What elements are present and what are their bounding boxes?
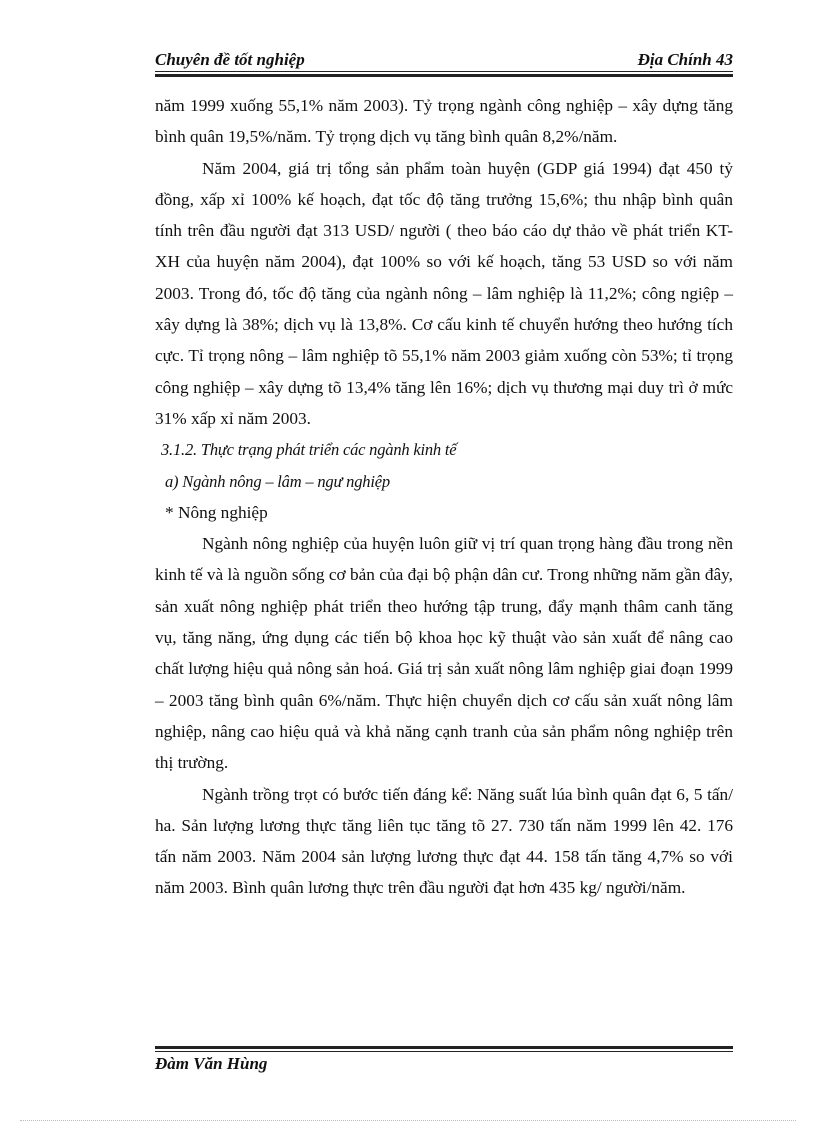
section-heading: 3.1.2. Thực trạng phát triển các ngành kinh tế — [161, 440, 457, 460]
page-bottom-dotted-line — [20, 1120, 796, 1121]
footer-author: Đàm Văn Hùng — [155, 1054, 268, 1073]
footer-rule-thick — [155, 1046, 733, 1049]
page-header — [155, 48, 733, 72]
bullet-agriculture: * Nông nghiệp — [165, 502, 268, 522]
header-rule-thin — [155, 71, 733, 72]
paragraph-continuation: năm 1999 xuống 55,1% năm 2003). Tỷ trọng ngành công nghiệp – xây dựng tăng bình quân 19,5%/năm. Tỷ trọng dịch vụ tăng bình quân 8,2%/năm. — [155, 96, 733, 147]
paragraph-crops: Ngành trồng trọt có bước tiến đáng kể: Năng suất lúa bình quân đạt 6, 5 tấn/ ha. Sản lượng lương thực tăng liên tục tăng tõ 27. 730 tấn năm 1999 lên 42. 176 tấn năm 2003. Năm 2004 sản lượng lương thực đạt 44. 158 tấn tăng 4,7% so với năm 2003. Bình quân lương thực trên đầu người đạt hơn 435 kg/ người/năm. — [155, 784, 733, 898]
header-class: Địa Chính 43 — [637, 50, 733, 69]
paragraph-agriculture: Ngành nông nghiệp của huyện luôn giữ vị trí quan trọng hàng đầu trong nền kinh tế và là nguồn sống cơ bản của đại bộ phận dân cư. Trong những năm gần đây, sản xuất nông nghiệp phát triển theo hướng tập trung, đẩy mạnh thâm canh tăng vụ, tăng năng, ứng dụng các tiến bộ khoa học kỹ thuật vào sản xuất để nâng cao chất lượng hiệu quả nông sản hoá. Giá trị sản xuất nông lâm nghiệp giai đoạn 1999 – 2003 tăng bình quân 6%/năm. Thực hiện chuyển dịch cơ cấu sản xuất nông lâm nghiệp, nâng cao hiệu quả và khả năng cạnh tranh của sản phẩm nông nghiệp trên thị trường. — [155, 534, 733, 773]
subsection-heading: a) Ngành nông – lâm – ngư nghiệp — [165, 471, 390, 491]
header-title: Chuyên đề tốt nghiệp — [155, 50, 305, 69]
header-rule-thick — [155, 74, 733, 77]
body-text — [155, 90, 733, 904]
paragraph-gdp-2004: Năm 2004, giá trị tổng sản phẩm toàn huyện (GDP giá 1994) đạt 450 tỷ đồng, xấp xỉ 100% kế hoạch, đạt tốc độ tăng trưởng 15,6%; thu nhập bình quân tính trên đầu người đạt 313 USD/ người ( theo báo cáo dự thảo về phát triển KT- XH của huyện năm 2004), đạt 100% so với kế hoạch, tăng 53 USD so với năm 2003. Trong đó, tốc độ tăng của ngành nông – lâm nghiệp là 11,2%; công ngiệp – xây dựng là 38%; dịch vụ là 13,8%. Cơ cấu kinh tế chuyển hướng theo hướng tích cực. Tỉ trọng nông – lâm nghiệp tõ 55,1% năm 2003 giảm xuống còn 53%; tỉ trọng công nghiệp – xây dựng tõ 13,4% tăng lên 16%; dịch vụ thương mại duy trì ở mức 31% xấp xỉ năm 2003. — [155, 158, 733, 428]
footer-rule-thin — [155, 1051, 733, 1052]
